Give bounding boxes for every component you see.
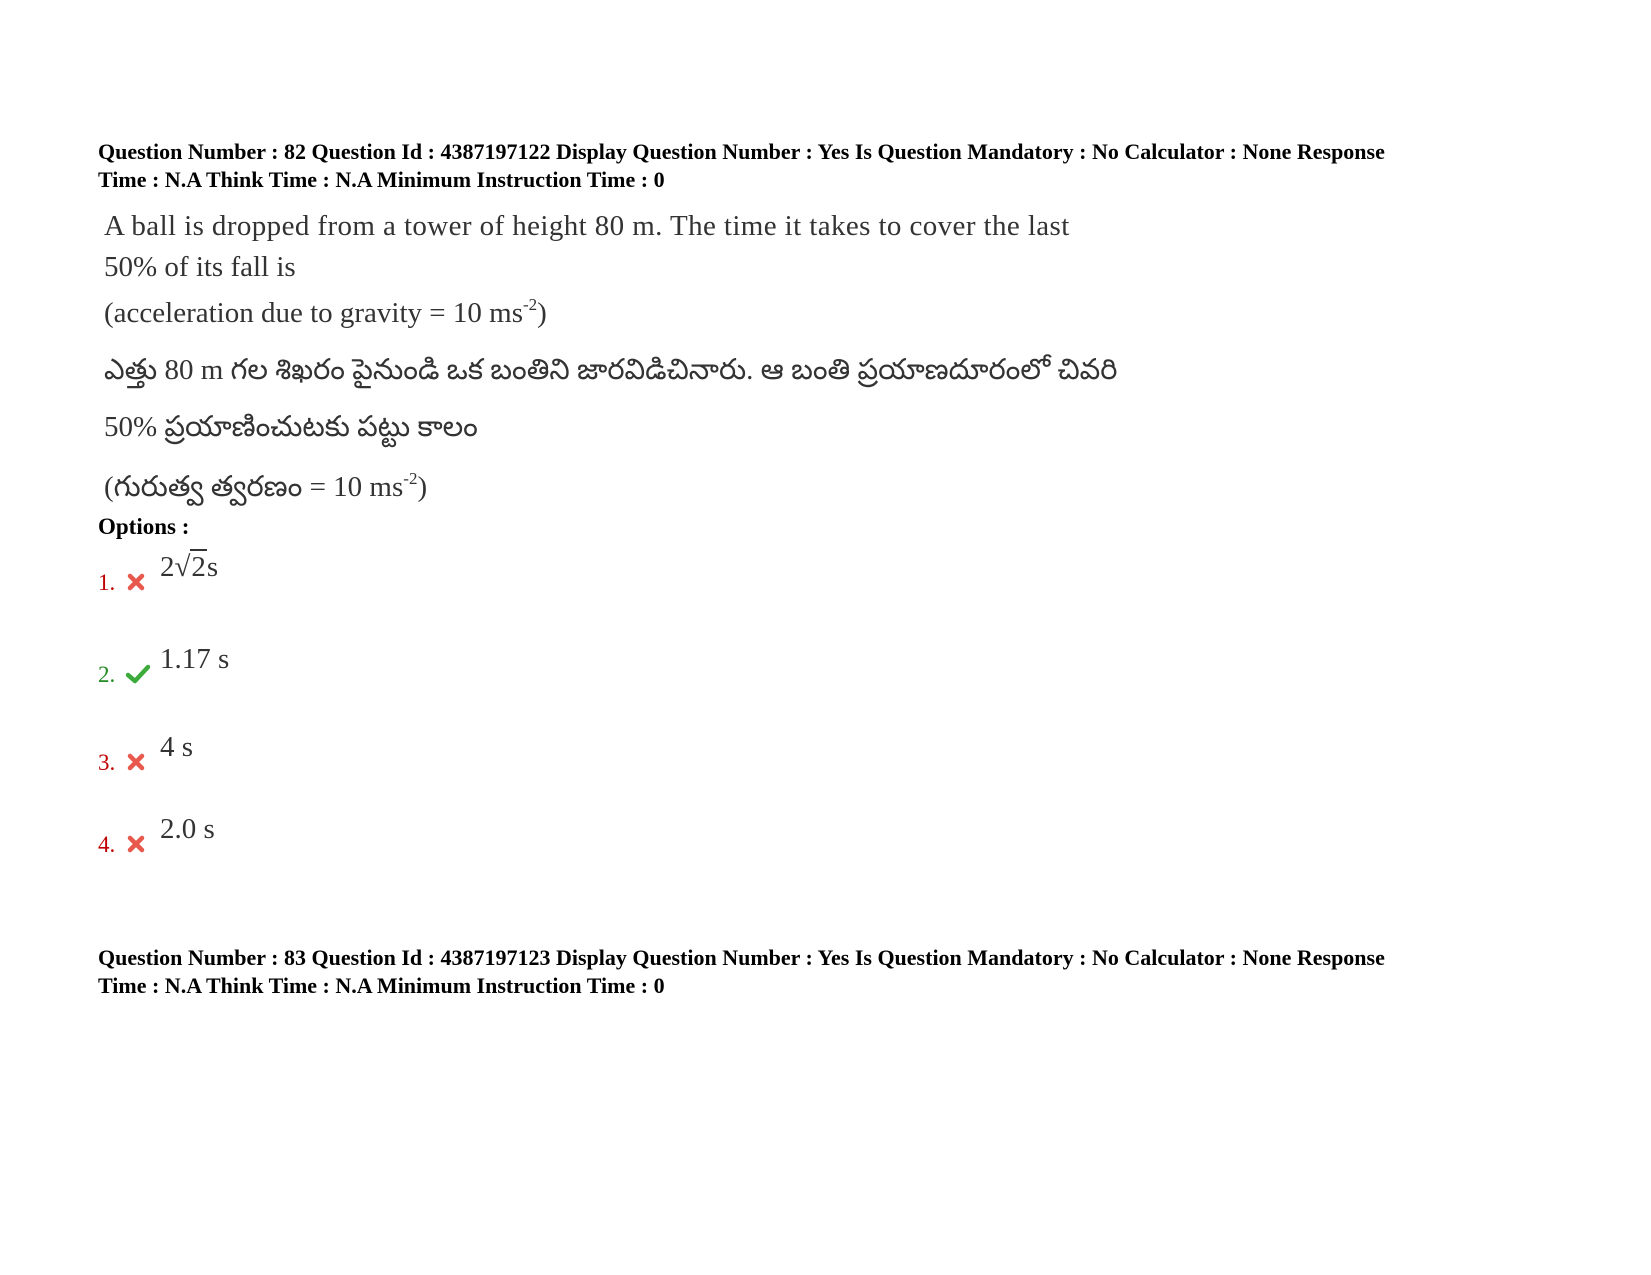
options-label: Options : bbox=[98, 514, 190, 539]
closing-paren: ) bbox=[417, 471, 428, 503]
question-meta-line1: Question Number : 83 Question Id : 4387197123 Display Question Number : Yes Is Question Mandatory : No Calculator : None Response bbox=[98, 945, 1385, 970]
cross-icon bbox=[126, 752, 146, 772]
question-text-en-line2: 50% of its fall is bbox=[104, 251, 296, 283]
coefficient: 2 bbox=[160, 551, 175, 583]
option-number: 3. bbox=[98, 750, 116, 775]
option-number: 2. bbox=[98, 662, 116, 687]
question-text-en-line3 bbox=[104, 288, 1204, 338]
cross-icon bbox=[126, 572, 146, 592]
closing-paren: ) bbox=[537, 297, 547, 329]
question-82-header bbox=[98, 138, 1568, 194]
option-number: 4. bbox=[98, 832, 116, 857]
radicand: 2 bbox=[191, 551, 206, 583]
option-text: 2.0 s bbox=[160, 813, 215, 845]
cross-icon bbox=[126, 834, 146, 854]
question-82-body bbox=[104, 206, 1204, 518]
exponent: -2 bbox=[403, 469, 418, 488]
question-text-te-line2: 50% ప్రయాణించుటకు పట్టు కాలం bbox=[104, 411, 478, 443]
question-meta-line1: Question Number : 82 Question Id : 4387197122 Display Question Number : Yes Is Question Mandatory : No Calculator : None Response bbox=[98, 139, 1385, 164]
question-text-te-line1: ఎత్తు 80 m గల శిఖరం పైనుండి ఒక బంతిని జారవిడిచినారు. ఆ బంతి ప్రయాణదూరంలో చివరి bbox=[104, 354, 1118, 386]
check-icon bbox=[126, 664, 150, 684]
question-text-en-line1: A ball is dropped from a tower of height 80 m. The time it takes to cover the last bbox=[104, 210, 1070, 242]
exponent: -2 bbox=[523, 295, 538, 314]
gravity-note-text: (acceleration due to gravity = 10 ms bbox=[104, 297, 523, 329]
option-text: 4 s bbox=[160, 731, 194, 763]
option-text bbox=[160, 551, 218, 584]
square-root: √2 bbox=[174, 551, 206, 583]
option-text: 1.17 s bbox=[160, 643, 230, 675]
unit: s bbox=[206, 551, 219, 583]
question-meta-line2: Time : N.A Think Time : N.A Minimum Instruction Time : 0 bbox=[98, 167, 665, 192]
question-83-header bbox=[98, 944, 1568, 1000]
question-meta-line2: Time : N.A Think Time : N.A Minimum Instruction Time : 0 bbox=[98, 973, 665, 998]
question-text-te-line3 bbox=[104, 456, 1204, 518]
option-number: 1. bbox=[98, 570, 116, 595]
gravity-note-text-te: (గురుత్వ త్వరణం = 10 ms bbox=[104, 471, 404, 503]
